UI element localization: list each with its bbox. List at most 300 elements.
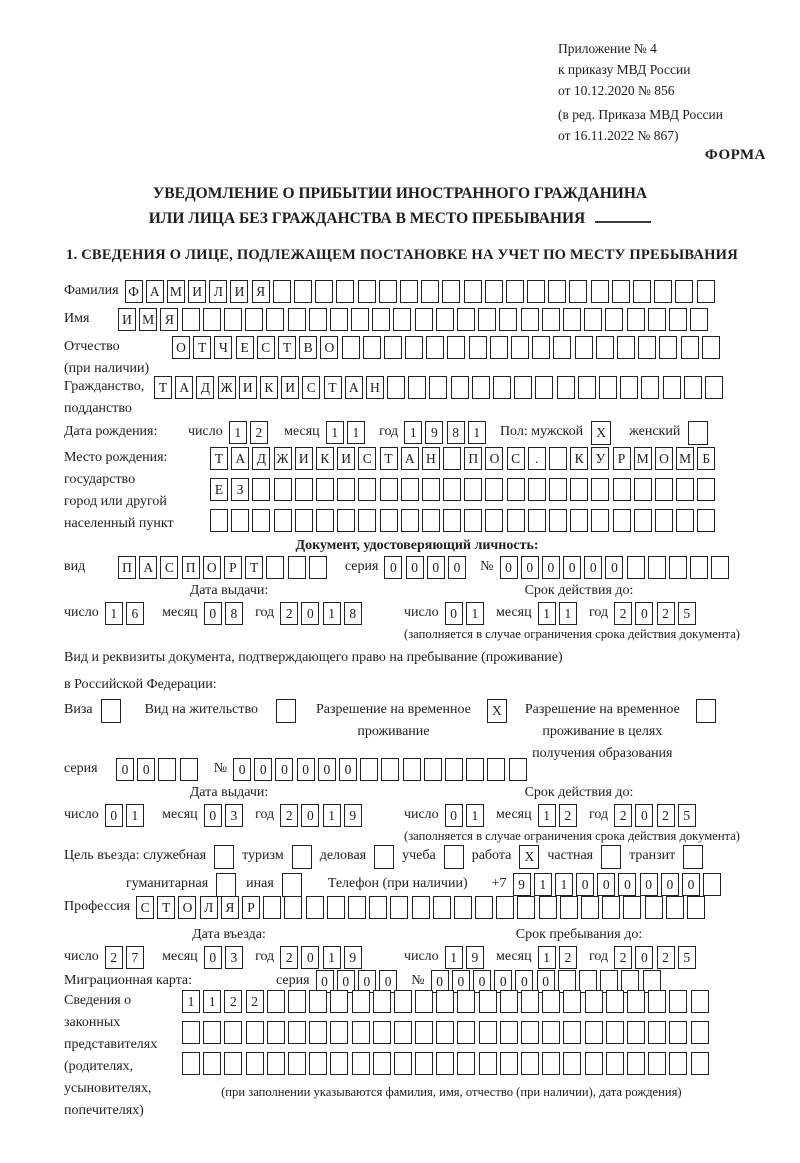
char-box[interactable]: 0 <box>337 970 355 993</box>
char-box[interactable] <box>394 990 412 1013</box>
char-box[interactable] <box>266 556 284 579</box>
char-box[interactable]: 2 <box>614 804 632 827</box>
char-box[interactable]: 0 <box>358 970 376 993</box>
char-box[interactable]: 2 <box>280 804 298 827</box>
char-box[interactable]: 1 <box>323 602 341 625</box>
char-box[interactable]: Л <box>200 896 218 919</box>
char-box[interactable] <box>648 1052 666 1075</box>
char-box[interactable] <box>542 1052 560 1075</box>
char-box[interactable] <box>373 1021 391 1044</box>
char-box[interactable]: 0 <box>204 602 222 625</box>
char-box[interactable]: 0 <box>204 946 222 969</box>
char-box[interactable] <box>203 1021 221 1044</box>
char-box[interactable] <box>648 990 666 1013</box>
char-box[interactable] <box>681 336 699 359</box>
char-box[interactable] <box>464 478 482 501</box>
char-box[interactable]: 0 <box>445 602 463 625</box>
char-box[interactable] <box>224 1021 242 1044</box>
char-box[interactable] <box>348 896 366 919</box>
char-box[interactable]: 1 <box>326 421 344 444</box>
char-box[interactable]: 1 <box>538 602 556 625</box>
char-box[interactable] <box>182 1052 200 1075</box>
char-box[interactable] <box>549 478 567 501</box>
char-box[interactable] <box>560 896 578 919</box>
char-box[interactable] <box>351 308 369 331</box>
char-box[interactable] <box>648 556 666 579</box>
char-box[interactable]: 0 <box>500 556 518 579</box>
char-box[interactable]: 0 <box>452 970 470 993</box>
char-box[interactable] <box>267 1052 285 1075</box>
char-box[interactable]: 2 <box>559 946 577 969</box>
char-box[interactable] <box>447 336 465 359</box>
char-box[interactable] <box>408 376 426 399</box>
char-box[interactable] <box>203 1052 221 1075</box>
char-box[interactable]: 1 <box>538 946 556 969</box>
char-box[interactable]: 2 <box>614 946 632 969</box>
char-box[interactable]: 2 <box>246 990 264 1013</box>
char-box[interactable]: Т <box>157 896 175 919</box>
char-box[interactable] <box>627 990 645 1013</box>
char-box[interactable]: Ж <box>274 447 292 470</box>
char-box[interactable] <box>711 556 729 579</box>
char-box[interactable]: 0 <box>379 970 397 993</box>
char-box[interactable] <box>687 896 705 919</box>
char-box[interactable] <box>648 308 666 331</box>
char-box[interactable]: 3 <box>225 946 243 969</box>
char-box[interactable]: 2 <box>250 421 268 444</box>
char-box[interactable] <box>288 1052 306 1075</box>
char-box[interactable] <box>309 1021 327 1044</box>
char-box[interactable] <box>466 758 484 781</box>
char-box[interactable] <box>507 509 525 532</box>
char-box[interactable]: 0 <box>605 556 623 579</box>
char-box[interactable] <box>288 556 306 579</box>
char-box[interactable] <box>390 896 408 919</box>
char-box[interactable]: 0 <box>301 602 319 625</box>
char-box[interactable]: 0 <box>275 758 293 781</box>
char-box[interactable] <box>517 896 535 919</box>
char-box[interactable] <box>509 758 527 781</box>
char-box[interactable]: 1 <box>559 602 577 625</box>
char-box[interactable] <box>288 1021 306 1044</box>
char-box[interactable]: 2 <box>657 602 675 625</box>
char-box[interactable]: 2 <box>280 602 298 625</box>
char-box[interactable] <box>415 308 433 331</box>
char-box[interactable] <box>591 280 609 303</box>
char-box[interactable] <box>563 308 581 331</box>
char-box[interactable]: Р <box>224 556 242 579</box>
char-box[interactable] <box>288 308 306 331</box>
char-box[interactable] <box>485 478 503 501</box>
char-box[interactable] <box>400 280 418 303</box>
char-box[interactable]: 0 <box>576 873 594 896</box>
char-box[interactable] <box>606 1021 624 1044</box>
char-box[interactable]: Я <box>221 896 239 919</box>
char-box[interactable]: С <box>160 556 178 579</box>
char-box[interactable] <box>442 280 460 303</box>
char-box[interactable] <box>469 336 487 359</box>
char-box[interactable] <box>521 1021 539 1044</box>
char-box[interactable]: 0 <box>339 758 357 781</box>
char-box[interactable] <box>182 1021 200 1044</box>
char-box[interactable] <box>500 1021 518 1044</box>
char-box[interactable] <box>591 478 609 501</box>
char-box[interactable] <box>424 758 442 781</box>
char-box[interactable] <box>645 896 663 919</box>
char-box[interactable]: 0 <box>297 758 315 781</box>
char-box[interactable] <box>387 376 405 399</box>
char-box[interactable]: С <box>136 896 154 919</box>
char-box[interactable] <box>634 478 652 501</box>
char-box[interactable] <box>507 478 525 501</box>
char-box[interactable]: 5 <box>678 602 696 625</box>
char-box[interactable]: 1 <box>466 602 484 625</box>
char-box[interactable]: 0 <box>597 873 615 896</box>
char-box[interactable]: 2 <box>105 946 123 969</box>
char-box[interactable] <box>464 280 482 303</box>
char-box[interactable]: 0 <box>682 873 700 896</box>
char-box[interactable] <box>655 509 673 532</box>
char-box[interactable] <box>379 280 397 303</box>
char-box[interactable]: 2 <box>657 946 675 969</box>
char-box[interactable] <box>485 509 503 532</box>
char-box[interactable]: О <box>655 447 673 470</box>
char-box[interactable] <box>585 1052 603 1075</box>
char-box[interactable]: 0 <box>105 804 123 827</box>
char-box[interactable] <box>180 758 198 781</box>
char-box[interactable]: И <box>188 280 206 303</box>
char-box[interactable]: Т <box>193 336 211 359</box>
char-box[interactable]: 0 <box>563 556 581 579</box>
char-box[interactable] <box>309 990 327 1013</box>
char-box[interactable]: 5 <box>678 946 696 969</box>
char-box[interactable] <box>575 336 593 359</box>
char-box[interactable]: 8 <box>225 602 243 625</box>
char-box[interactable] <box>539 896 557 919</box>
char-box[interactable] <box>506 280 524 303</box>
char-box[interactable] <box>384 336 402 359</box>
char-box[interactable] <box>436 1021 454 1044</box>
char-box[interactable] <box>634 509 652 532</box>
char-box[interactable] <box>602 896 620 919</box>
char-box[interactable] <box>405 336 423 359</box>
char-box[interactable] <box>422 478 440 501</box>
char-box[interactable] <box>521 1052 539 1075</box>
char-box[interactable] <box>666 896 684 919</box>
char-box[interactable] <box>315 280 333 303</box>
char-box[interactable] <box>267 1021 285 1044</box>
char-box[interactable]: И <box>281 376 299 399</box>
char-box[interactable] <box>542 990 560 1013</box>
char-box[interactable]: 9 <box>344 804 362 827</box>
char-box[interactable]: 1 <box>404 421 422 444</box>
char-box[interactable]: 1 <box>323 946 341 969</box>
char-box[interactable]: 0 <box>301 946 319 969</box>
char-box[interactable] <box>288 990 306 1013</box>
char-box[interactable] <box>542 308 560 331</box>
char-box[interactable]: И <box>118 308 136 331</box>
char-box[interactable] <box>605 308 623 331</box>
char-box[interactable] <box>403 758 421 781</box>
char-box[interactable]: П <box>118 556 136 579</box>
char-box[interactable] <box>511 336 529 359</box>
char-box[interactable] <box>557 376 575 399</box>
char-box[interactable]: С <box>257 336 275 359</box>
char-box[interactable]: Л <box>209 280 227 303</box>
char-box[interactable]: А <box>175 376 193 399</box>
char-box[interactable]: Т <box>245 556 263 579</box>
char-box[interactable] <box>655 478 673 501</box>
purpose-tourism-checkbox[interactable] <box>292 845 312 869</box>
char-box[interactable] <box>548 280 566 303</box>
char-box[interactable] <box>330 1021 348 1044</box>
char-box[interactable] <box>358 509 376 532</box>
char-box[interactable] <box>330 308 348 331</box>
char-box[interactable] <box>654 280 672 303</box>
char-box[interactable] <box>309 1052 327 1075</box>
char-box[interactable]: 0 <box>635 602 653 625</box>
char-box[interactable]: 0 <box>521 556 539 579</box>
char-box[interactable] <box>613 478 631 501</box>
char-box[interactable] <box>306 896 324 919</box>
char-box[interactable]: 0 <box>431 970 449 993</box>
char-box[interactable] <box>203 308 221 331</box>
char-box[interactable] <box>457 990 475 1013</box>
char-box[interactable] <box>415 1021 433 1044</box>
char-box[interactable]: 0 <box>635 946 653 969</box>
char-box[interactable] <box>309 556 327 579</box>
temporary-residence-education-checkbox[interactable] <box>696 699 716 723</box>
char-box[interactable] <box>380 478 398 501</box>
char-box[interactable] <box>263 896 281 919</box>
char-box[interactable] <box>532 336 550 359</box>
char-box[interactable] <box>691 1021 709 1044</box>
char-box[interactable] <box>231 509 249 532</box>
char-box[interactable]: О <box>320 336 338 359</box>
char-box[interactable]: 8 <box>344 602 362 625</box>
char-box[interactable]: О <box>485 447 503 470</box>
char-box[interactable]: Н <box>366 376 384 399</box>
char-box[interactable] <box>337 509 355 532</box>
char-box[interactable] <box>327 896 345 919</box>
char-box[interactable] <box>464 509 482 532</box>
char-box[interactable] <box>669 990 687 1013</box>
char-box[interactable] <box>627 1021 645 1044</box>
char-box[interactable]: 2 <box>657 804 675 827</box>
char-box[interactable] <box>421 280 439 303</box>
char-box[interactable] <box>521 990 539 1013</box>
visa-checkbox[interactable] <box>101 699 121 723</box>
char-box[interactable] <box>360 758 378 781</box>
char-box[interactable]: 0 <box>473 970 491 993</box>
char-box[interactable]: 9 <box>466 946 484 969</box>
char-box[interactable]: И <box>239 376 257 399</box>
char-box[interactable] <box>252 509 270 532</box>
char-box[interactable]: У <box>591 447 609 470</box>
char-box[interactable]: 1 <box>126 804 144 827</box>
char-box[interactable]: О <box>172 336 190 359</box>
char-box[interactable] <box>457 308 475 331</box>
char-box[interactable]: Т <box>380 447 398 470</box>
char-box[interactable] <box>705 376 723 399</box>
char-box[interactable] <box>620 376 638 399</box>
char-box[interactable] <box>342 336 360 359</box>
purpose-transit-checkbox[interactable] <box>683 845 703 869</box>
char-box[interactable]: 1 <box>445 946 463 969</box>
char-box[interactable] <box>641 376 659 399</box>
char-box[interactable] <box>294 280 312 303</box>
char-box[interactable]: 0 <box>204 804 222 827</box>
char-box[interactable] <box>457 1021 475 1044</box>
char-box[interactable]: 0 <box>515 970 533 993</box>
purpose-business-checkbox[interactable] <box>374 845 394 869</box>
char-box[interactable] <box>669 556 687 579</box>
char-box[interactable] <box>443 478 461 501</box>
char-box[interactable]: 9 <box>425 421 443 444</box>
char-box[interactable]: 0 <box>445 804 463 827</box>
temporary-residence-checkbox[interactable]: X <box>487 699 507 723</box>
char-box[interactable]: 6 <box>126 602 144 625</box>
char-box[interactable]: Т <box>278 336 296 359</box>
char-box[interactable]: 8 <box>447 421 465 444</box>
char-box[interactable] <box>373 990 391 1013</box>
char-box[interactable] <box>702 336 720 359</box>
char-box[interactable]: 0 <box>384 556 402 579</box>
char-box[interactable] <box>633 280 651 303</box>
char-box[interactable] <box>284 896 302 919</box>
char-box[interactable]: Я <box>252 280 270 303</box>
char-box[interactable]: Ж <box>218 376 236 399</box>
char-box[interactable] <box>330 990 348 1013</box>
char-box[interactable] <box>224 308 242 331</box>
char-box[interactable]: Т <box>324 376 342 399</box>
char-box[interactable] <box>676 478 694 501</box>
char-box[interactable] <box>369 896 387 919</box>
char-box[interactable] <box>182 308 200 331</box>
char-box[interactable] <box>617 336 635 359</box>
char-box[interactable] <box>599 376 617 399</box>
char-box[interactable]: В <box>299 336 317 359</box>
char-box[interactable] <box>380 509 398 532</box>
char-box[interactable] <box>487 758 505 781</box>
char-box[interactable]: 1 <box>229 421 247 444</box>
char-box[interactable]: Н <box>422 447 440 470</box>
char-box[interactable] <box>627 308 645 331</box>
char-box[interactable]: А <box>146 280 164 303</box>
char-box[interactable]: А <box>139 556 157 579</box>
char-box[interactable] <box>274 509 292 532</box>
char-box[interactable] <box>422 509 440 532</box>
char-box[interactable]: 0 <box>584 556 602 579</box>
char-box[interactable] <box>337 478 355 501</box>
char-box[interactable] <box>675 280 693 303</box>
char-box[interactable] <box>352 1052 370 1075</box>
char-box[interactable]: 0 <box>635 804 653 827</box>
char-box[interactable]: 1 <box>534 873 552 896</box>
char-box[interactable] <box>697 509 715 532</box>
char-box[interactable] <box>648 1021 666 1044</box>
char-box[interactable]: . <box>528 447 546 470</box>
female-checkbox[interactable] <box>688 421 708 445</box>
char-box[interactable] <box>274 478 292 501</box>
char-box[interactable]: П <box>182 556 200 579</box>
char-box[interactable]: 0 <box>301 804 319 827</box>
char-box[interactable]: А <box>231 447 249 470</box>
char-box[interactable]: О <box>203 556 221 579</box>
char-box[interactable] <box>393 308 411 331</box>
char-box[interactable] <box>479 1021 497 1044</box>
char-box[interactable]: Д <box>196 376 214 399</box>
char-box[interactable]: И <box>230 280 248 303</box>
char-box[interactable] <box>358 280 376 303</box>
char-box[interactable] <box>426 336 444 359</box>
char-box[interactable]: Д <box>252 447 270 470</box>
char-box[interactable] <box>316 478 334 501</box>
char-box[interactable] <box>549 447 567 470</box>
char-box[interactable]: 0 <box>406 556 424 579</box>
char-box[interactable]: 0 <box>661 873 679 896</box>
char-box[interactable]: 0 <box>233 758 251 781</box>
char-box[interactable] <box>273 280 291 303</box>
char-box[interactable] <box>581 896 599 919</box>
char-box[interactable]: 5 <box>678 804 696 827</box>
char-box[interactable]: Т <box>154 376 172 399</box>
char-box[interactable] <box>549 509 567 532</box>
char-box[interactable]: 9 <box>344 946 362 969</box>
char-box[interactable] <box>415 990 433 1013</box>
char-box[interactable]: М <box>167 280 185 303</box>
char-box[interactable] <box>612 280 630 303</box>
char-box[interactable] <box>697 280 715 303</box>
char-box[interactable] <box>606 990 624 1013</box>
purpose-study-checkbox[interactable] <box>444 845 464 869</box>
char-box[interactable] <box>454 896 472 919</box>
char-box[interactable]: 1 <box>468 421 486 444</box>
char-box[interactable] <box>697 478 715 501</box>
char-box[interactable] <box>490 336 508 359</box>
char-box[interactable]: 1 <box>555 873 573 896</box>
char-box[interactable] <box>401 509 419 532</box>
char-box[interactable] <box>394 1021 412 1044</box>
char-box[interactable] <box>363 336 381 359</box>
char-box[interactable]: К <box>260 376 278 399</box>
char-box[interactable]: 1 <box>105 602 123 625</box>
char-box[interactable] <box>252 478 270 501</box>
char-box[interactable] <box>684 376 702 399</box>
char-box[interactable]: 7 <box>126 946 144 969</box>
char-box[interactable]: 0 <box>542 556 560 579</box>
char-box[interactable] <box>669 1021 687 1044</box>
char-box[interactable] <box>394 1052 412 1075</box>
char-box[interactable]: 1 <box>347 421 365 444</box>
char-box[interactable]: З <box>231 478 249 501</box>
char-box[interactable]: К <box>570 447 588 470</box>
char-box[interactable] <box>415 1052 433 1075</box>
char-box[interactable]: 1 <box>538 804 556 827</box>
male-checkbox[interactable]: X <box>591 421 611 445</box>
char-box[interactable] <box>352 990 370 1013</box>
char-box[interactable]: 1 <box>466 804 484 827</box>
purpose-official-checkbox[interactable] <box>214 845 234 869</box>
char-box[interactable]: М <box>634 447 652 470</box>
char-box[interactable]: 0 <box>494 970 512 993</box>
char-box[interactable]: 2 <box>224 990 242 1013</box>
char-box[interactable]: 2 <box>280 946 298 969</box>
char-box[interactable] <box>578 376 596 399</box>
char-box[interactable] <box>623 896 641 919</box>
char-box[interactable]: О <box>178 896 196 919</box>
char-box[interactable] <box>158 758 176 781</box>
